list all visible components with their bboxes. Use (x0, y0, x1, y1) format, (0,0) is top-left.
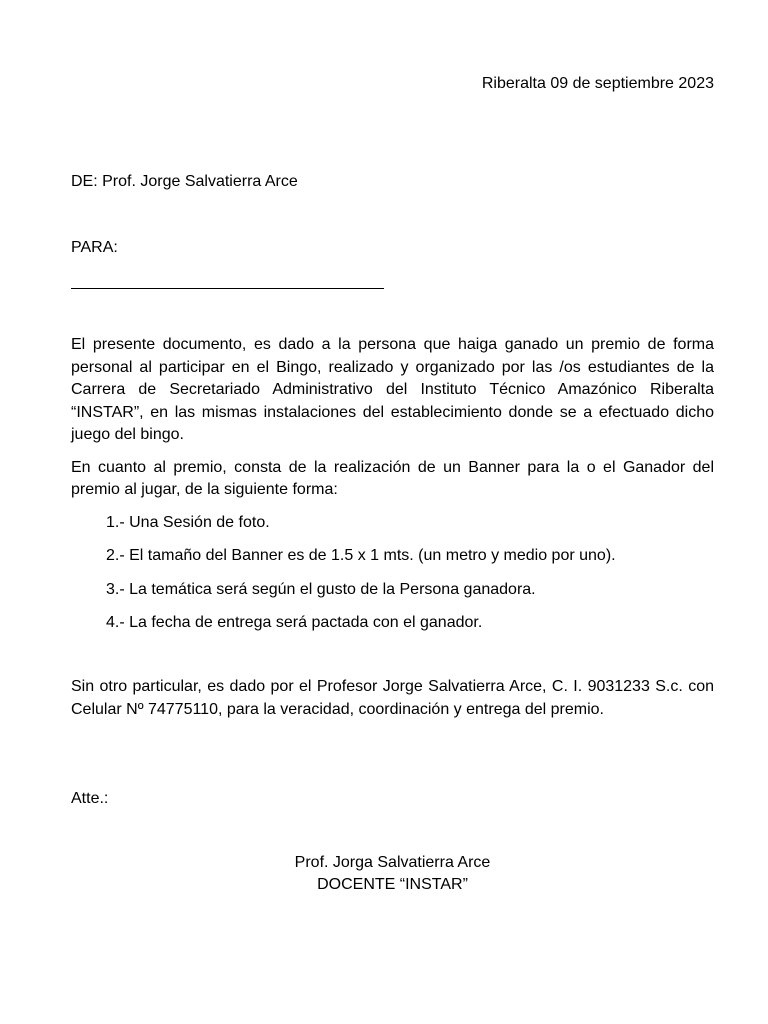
body-paragraph-1: El presente documento, es dado a la persona que haiga ganado un premio de forma personal al participar en el Bingo, realizado y organizado por las /os estudiantes de la Carrera de Secretariado Administrativo del Instituto Técnico Amazónico Riberalta “INSTAR”, en las mismas instalaciones del establecimiento donde se a efectuado dicho juego del bingo. (71, 336, 714, 443)
list-item: 4.- La fecha de entrega será pactada con el ganador. (106, 614, 483, 631)
list-item: 2.- El tamaño del Banner es de 1.5 x 1 mts. (un metro y medio por uno). (106, 547, 616, 564)
letter-body (71, 334, 714, 646)
from-line: DE: Prof. Jorge Salvatierra Arce (71, 173, 298, 190)
body-paragraph-2: En cuanto al premio, consta de la realización de un Banner para la o el Ganador del premio al jugar, de la siguiente forma: (71, 458, 714, 498)
to-line: PARA: (71, 239, 118, 256)
place-date: Riberalta 09 de septiembre 2023 (481, 75, 714, 92)
closing-section (71, 676, 714, 721)
prize-list (71, 512, 714, 635)
recipient-blank-line (71, 288, 384, 289)
signature-name: Prof. Jorga Salvatierra Arce (294, 854, 491, 871)
list-item: 3.- La temática será según el gusto de la Persona ganadora. (106, 580, 536, 598)
closing-paragraph: Sin otro particular, es dado por el Profesor Jorge Salvatierra Arce, C. I. 9031233 S.c. con Celular Nº 74775110, para la veracidad, coordinación y entrega del premio. (71, 678, 714, 718)
signature-title: DOCENTE “INSTAR” (317, 876, 468, 893)
signature-block (71, 852, 714, 896)
list-item: 1.- Una Sesión de foto. (106, 513, 270, 531)
greeting: Atte.: (71, 790, 109, 807)
